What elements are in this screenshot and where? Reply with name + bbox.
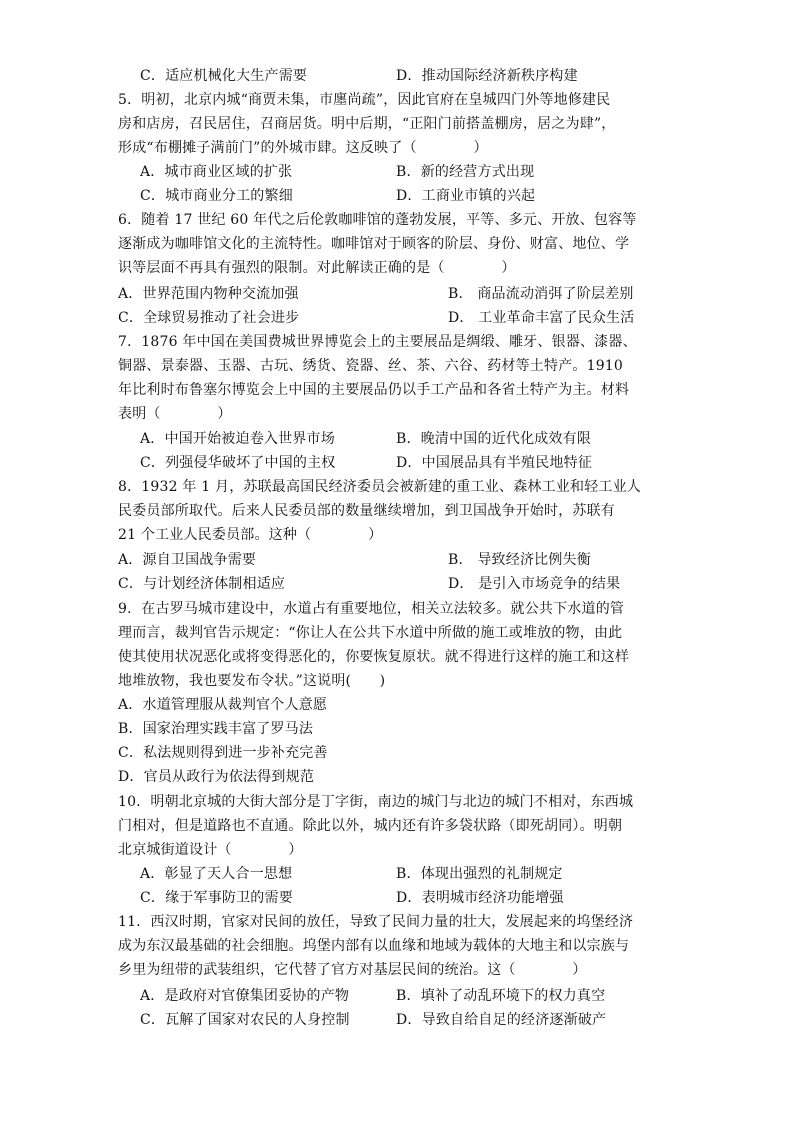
q5-option-a[interactable]: A．城市商业区域的扩张	[140, 164, 293, 180]
q7-option-b[interactable]: B．晚清中国的近代化成效有限	[396, 431, 592, 447]
question-5-stem: 房和店房，召民居住，召商居货。明中后期，“正阳门前搭盖棚房，居之为肆”，	[118, 116, 616, 132]
q7-option-c[interactable]: C．列强侵华破坏了中国的主权	[140, 455, 336, 471]
q5-option-b[interactable]: B．新的经营方式出现	[396, 164, 535, 180]
question-7-stem: 铜器、景泰器、玉器、古玩、绣货、瓷器、丝、茶、六谷、药材等土特产。1910	[118, 358, 624, 374]
question-10-stem: 门相对，但是道路也不直通。除此以外，城内还有许多袋状路（即死胡同）。明朝	[118, 818, 623, 834]
q4-option-c[interactable]: C．适应机械化大生产需要	[140, 68, 308, 84]
question-8-stem: 21 个工业人民委员部。这种（ ）	[118, 527, 383, 543]
q9-option-c[interactable]: C．私法规则得到进一步补充完善	[118, 745, 328, 761]
q6-option-a[interactable]: A．世界范围内物种交流加强	[118, 286, 299, 302]
q11-option-a[interactable]: A．是政府对官僚集团妥协的产物	[140, 988, 350, 1004]
q4-option-d[interactable]: D．推动国际经济新秩序构建	[396, 68, 578, 84]
question-9-stem: 地堆放物，我也要发布令状。”这说明( )	[118, 673, 386, 689]
q10-option-a[interactable]: A．彰显了天人合一思想	[140, 866, 293, 882]
question-5-stem: 5．明初，北京内城“商贾未集，市廛尚疏”，因此官府在皇城四门外等地修建民	[118, 92, 611, 108]
question-7-stem: 年比利时布鲁塞尔博览会上中国的主要展品仍以手工产品和各省土特产为主。材料	[118, 382, 630, 398]
q8-option-c[interactable]: C．与计划经济体制相适应	[118, 576, 286, 592]
question-6-stem: 6．随着 17 世纪 60 年代之后伦敦咖啡馆的蓬勃发展，平等、多元、开放、包容等	[118, 212, 637, 228]
question-7-stem: 表明（ ）	[118, 406, 232, 422]
question-11-stem: 乡里为纽带的武装组织，它代替了官方对基层民间的统治。这（ ）	[118, 962, 587, 978]
question-9-stem: 使其使用状况恶化或将变得恶化的，你要恢复原状。就不得进行这样的施工和这样	[118, 649, 630, 665]
q10-option-d[interactable]: D．表明城市经济功能增强	[396, 890, 564, 906]
question-11-stem: 成为东汉最基础的社会细胞。坞堡内部有以血缘和地域为载体的大地主和以宗族与	[118, 938, 630, 954]
question-6-stem: 逐渐成为咖啡馆文化的主流特性。咖啡馆对于顾客的阶层、身份、财富、地位、学	[118, 236, 630, 252]
question-11-stem: 11．西汉时期，官家对民间的放任，导致了民间力量的壮大，发展起来的坞堡经济	[118, 914, 634, 930]
q6-option-b[interactable]: B． 商品流动消弭了阶层差别	[448, 286, 634, 302]
question-10-stem: 10．明朝北京城的大街大部分是丁字街，南边的城门与北边的城门不相对，东西城	[118, 794, 634, 810]
q8-option-b[interactable]: B． 导致经济比例失衡	[448, 552, 591, 568]
q10-option-c[interactable]: C．缘于军事防卫的需要	[140, 890, 293, 906]
q10-option-b[interactable]: B．体现出强烈的礼制规定	[396, 866, 563, 882]
question-5-stem: 形成“布棚摊子满前门”的外城市肆。这反映了（ ）	[118, 140, 488, 156]
question-10-stem: 北京城街道设计（ ）	[118, 842, 303, 858]
question-7-stem: 7．1876 年中国在美国费城世界博览会上的主要展品是绸缎、雕牙、银器、漆器、	[118, 334, 637, 350]
q11-option-c[interactable]: C．瓦解了国家对农民的人身控制	[140, 1012, 350, 1028]
q6-option-c[interactable]: C．全球贸易推动了社会进步	[118, 310, 300, 326]
question-6-stem: 识等层面不再具有强烈的限制。对此解读正确的是（ ）	[118, 260, 516, 276]
q8-option-a[interactable]: A．源自卫国战争需要	[118, 552, 257, 568]
question-8-stem: 8．1932 年 1 月，苏联最高国民经济委员会被新建的重工业、森林工业和轻工业人	[118, 479, 641, 495]
q5-option-d[interactable]: D．工商业市镇的兴起	[396, 188, 536, 204]
question-8-stem: 民委员部所取代。后来人民委员部的数量继续增加，到卫国战争开始时，苏联有	[118, 503, 615, 519]
q9-option-d[interactable]: D．官员从政行为依法得到规范	[118, 769, 315, 785]
q7-option-a[interactable]: A．中国开始被迫卷入世界市场	[140, 431, 335, 447]
q8-option-d[interactable]: D． 是引入市场竞争的结果	[448, 576, 621, 592]
q5-option-c[interactable]: C．城市商业分工的繁细	[140, 188, 293, 204]
q6-option-d[interactable]: D． 工业革命丰富了民众生活	[448, 310, 635, 326]
q11-option-d[interactable]: D．导致自给自足的经济逐渐破产	[396, 1012, 607, 1028]
q9-option-b[interactable]: B．国家治理实践丰富了罗马法	[118, 721, 314, 737]
question-9-stem: 理而言，裁判官告示规定：“你让人在公共下水道中所做的施工或堆放的物，由此	[118, 625, 623, 641]
q9-option-a[interactable]: A．水道管理服从裁判官个人意愿	[118, 697, 328, 713]
question-9-stem: 9．在古罗马城市建设中，水道占有重要地位，相关立法较多。就公共下水道的管	[118, 601, 625, 617]
q11-option-b[interactable]: B．填补了动乱环境下的权力真空	[396, 988, 606, 1004]
q7-option-d[interactable]: D．中国展品具有半殖民地特征	[396, 455, 593, 471]
